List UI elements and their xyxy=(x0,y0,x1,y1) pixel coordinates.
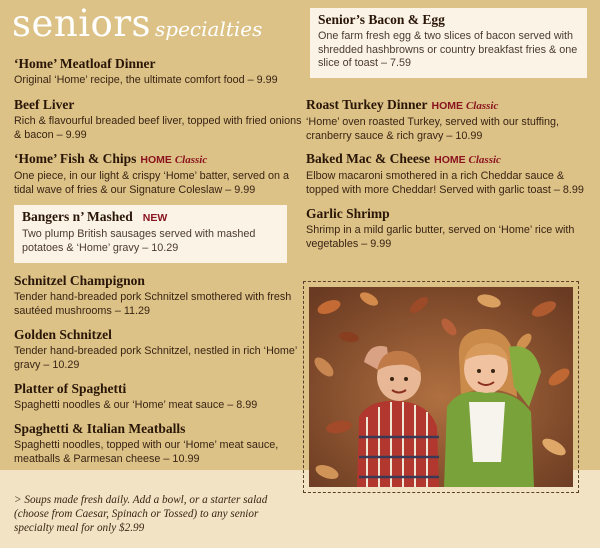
menu-item-meatloaf xyxy=(14,56,304,88)
item-desc: Spaghetti noodles & our ‘Home’ meat sauce – 8.99 xyxy=(14,399,258,411)
item-desc: Original ‘Home’ recipe, the ultimate comfort food – 9.99 xyxy=(14,74,278,86)
item-desc: Elbow macaroni smothered in a rich Cheddar sauce & topped with more Cheddar! Served with garlic toast – 8.99 xyxy=(306,170,584,196)
menu-item-schnitzel-champignon xyxy=(14,273,304,318)
item-desc: Tender hand-breaded pork Schnitzel smothered with fresh sautéed mushrooms – 11.29 xyxy=(14,291,292,317)
menu-item-garlic-shrimp xyxy=(306,206,596,251)
home-classic-badge: HOME Classic xyxy=(434,154,501,166)
menu-item-bangers-box xyxy=(14,205,287,263)
item-name: Spaghetti & Italian Meatballs xyxy=(14,421,186,436)
menu-item-mac-cheese xyxy=(306,151,596,197)
item-name: Golden Schnitzel xyxy=(14,327,112,342)
menu-item-beef-liver xyxy=(14,97,304,142)
photo-frame xyxy=(303,281,579,493)
item-name: ‘Home’ Fish & Chips xyxy=(14,151,137,166)
item-name: ‘Home’ Meatloaf Dinner xyxy=(14,56,156,71)
menu-item-spaghetti-meatballs xyxy=(14,421,304,466)
item-name: Platter of Spaghetti xyxy=(14,381,127,396)
item-name: Beef Liver xyxy=(14,97,75,112)
soups-note: > Soups made fresh daily. Add a bowl, or a starter salad (choose from Caesar, Spinach or Tossed) to any senior specialty meal for only $2.99 xyxy=(14,494,268,534)
item-desc: Spaghetti noodles, topped with our ‘Home’ meat sauce, meatballs & Parmesan cheese – 10.99 xyxy=(14,439,279,465)
page-title xyxy=(12,2,262,45)
menu-item-roast-turkey xyxy=(306,97,596,143)
menu-item-golden-schnitzel xyxy=(14,327,304,372)
item-name: Roast Turkey Dinner xyxy=(306,97,428,112)
item-desc: Rich & flavourful breaded beef liver, topped with fried onions & bacon – 9.99 xyxy=(14,115,302,141)
item-name: Senior’s Bacon & Egg xyxy=(318,12,445,27)
item-name: Schnitzel Champignon xyxy=(14,273,145,288)
item-name: Bangers n’ Mashed xyxy=(22,209,133,224)
item-desc: ‘Home’ oven roasted Turkey, served with our stuffing, cranberry sauce & rich gravy – 10.99 xyxy=(306,116,560,142)
kids-in-leaves-image xyxy=(309,287,573,487)
seniors-photo xyxy=(309,287,573,487)
home-classic-badge: HOME Classic xyxy=(431,100,499,112)
item-desc: Two plump British sausages served with mashed potatoes & ‘Home’ gravy – 10.29 xyxy=(22,228,256,254)
menu-item-platter-spaghetti xyxy=(14,381,304,413)
item-name: Garlic Shrimp xyxy=(306,206,390,221)
item-desc: One farm fresh egg & two slices of bacon served with shredded hashbrowns or country breakfast fries & one slice of toast – 7.59 xyxy=(318,30,578,69)
new-badge: NEW xyxy=(142,212,168,224)
item-desc: One piece, in our light & crispy ‘Home’ batter, served on a tidal wave of fries & our Signature Coleslaw – 9.99 xyxy=(14,170,290,196)
item-desc: Tender hand-breaded pork Schnitzel, nestled in rich ‘Home’ gravy – 10.29 xyxy=(14,345,297,371)
item-desc: Shrimp in a mild garlic butter, served on ‘Home’ rice with vegetables – 9.99 xyxy=(306,224,575,250)
title-seniors: seniors xyxy=(12,2,151,45)
item-name: Baked Mac & Cheese xyxy=(306,151,431,166)
menu-item-fish-chips xyxy=(14,151,304,197)
menu-item-bacon-egg-box xyxy=(310,8,587,78)
title-specialties: specialties xyxy=(155,17,263,41)
home-classic-badge: HOME Classic xyxy=(140,154,208,166)
